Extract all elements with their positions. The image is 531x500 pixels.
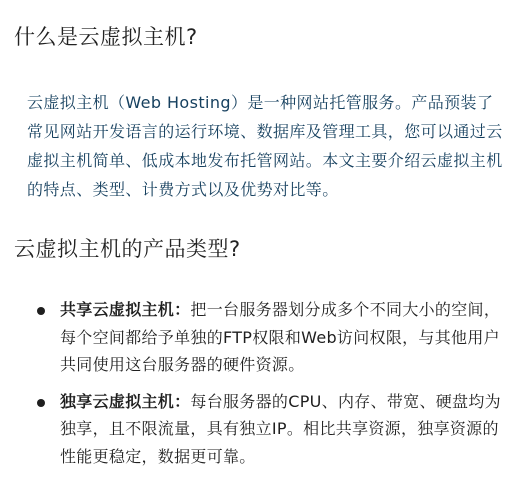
- section-heading-product-types: 云虚拟主机的产品类型?: [14, 237, 241, 261]
- list-item-separator: ：: [174, 391, 191, 411]
- list-item-shared-hosting: [0, 296, 531, 379]
- intro-paragraph: 云虚拟主机（Web Hosting）是一种网站托管服务。产品预装了常见网站开发语言的运行环境、数据库及管理工具，您可以通过云虚拟主机简单、低成本地发布托管网站。本文主要介绍云虚拟主机的特点、类型、计费方式以及优势对比等。: [27, 93, 503, 199]
- list-item-term: 共享云虚拟主机: [60, 300, 175, 319]
- bullet-icon: [37, 399, 45, 407]
- bullet-icon: [37, 307, 45, 315]
- list-item-text: 把一台服务器划分成多个不同大小的空间，每个空间都给予单独的FTP权限和Web访问权限，与其他用户共同使用这台服务器的硬件资源。: [60, 300, 501, 374]
- list-item-dedicated-hosting: [0, 388, 531, 471]
- product-type-list: [0, 296, 531, 479]
- section-heading-what-is: 什么是云虚拟主机?: [14, 25, 198, 49]
- list-item-separator: ：: [174, 300, 191, 319]
- list-item-text: 每台服务器的CPU、内存、带宽、硬盘均为独享，且不限流量，具有独立IP。相比共享资源，独享资源的性能更稳定，数据更可靠。: [60, 391, 501, 466]
- list-item-term: 独享云虚拟主机: [60, 391, 175, 411]
